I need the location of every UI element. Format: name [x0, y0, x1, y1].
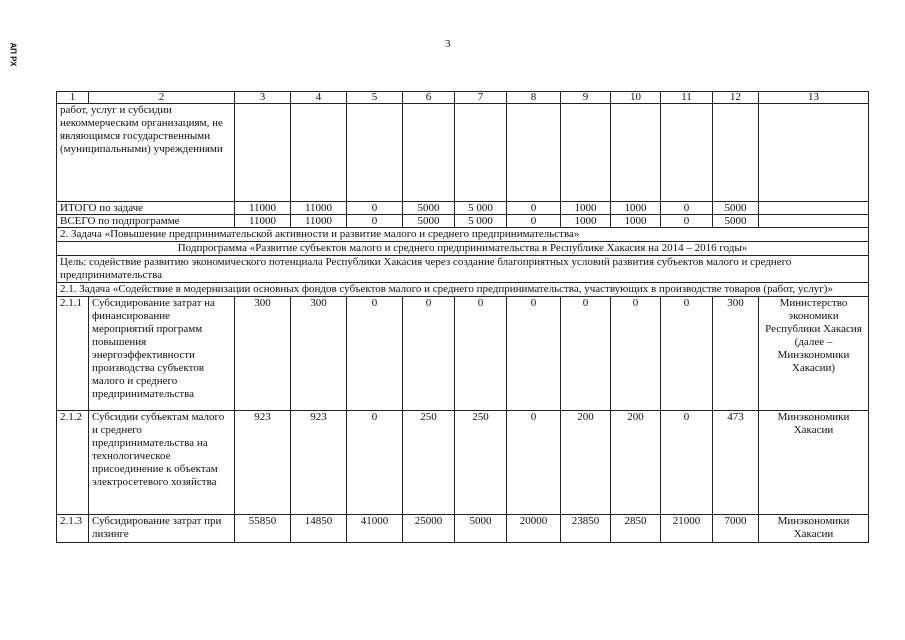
table-cell: 2850 [611, 515, 661, 543]
task-2-heading: 2. Задача «Повышение предпринимательской активности и развитие малого и среднего предпринимательства» [57, 228, 869, 242]
table-cell: 0 [347, 297, 403, 411]
table-cell: 5000 [403, 215, 455, 228]
table-cell: 300 [291, 297, 347, 411]
table-row [57, 515, 869, 543]
col-header: 7 [455, 92, 507, 104]
table-cell: 300 [235, 297, 291, 411]
table-cell: 200 [611, 411, 661, 515]
table-row [57, 411, 869, 515]
row-code: 2.1.1 [57, 297, 89, 411]
table-cell: 0 [661, 297, 713, 411]
table-cell: 0 [507, 202, 561, 215]
budget-table [56, 91, 869, 543]
col-header: 6 [403, 92, 455, 104]
table-cell: 11000 [291, 202, 347, 215]
continued-row [57, 104, 869, 202]
total-task-label: ИТОГО по задаче [57, 202, 235, 215]
table-cell: 473 [713, 411, 759, 515]
table-cell: 11000 [291, 215, 347, 228]
table-cell: 300 [713, 297, 759, 411]
table-cell: 41000 [347, 515, 403, 543]
table-cell: 0 [661, 411, 713, 515]
responsible-cell: Министерство экономики Республики Хакасия (далее – Минэкономики Хакасии) [759, 297, 869, 411]
total-subprogram-row [57, 215, 869, 228]
row-code: 2.1.3 [57, 515, 89, 543]
table-cell: 0 [347, 215, 403, 228]
responsible-cell: Минэкономики Хакасии [759, 411, 869, 515]
table-cell: 1000 [561, 202, 611, 215]
table-cell: 11000 [235, 202, 291, 215]
table-cell: 5000 [455, 515, 507, 543]
col-header: 3 [235, 92, 291, 104]
subprogram-row [57, 242, 869, 256]
responsible-cell: Минэкономики Хакасии [759, 515, 869, 543]
col-header: 11 [661, 92, 713, 104]
table-cell: 0 [455, 297, 507, 411]
table-cell: 21000 [661, 515, 713, 543]
table-cell: 0 [611, 297, 661, 411]
table-cell: 11000 [235, 215, 291, 228]
table-cell: 923 [235, 411, 291, 515]
table-cell: 0 [507, 215, 561, 228]
col-header: 13 [759, 92, 869, 104]
continued-row-name: работ, услуг и субсидии некоммерческим организациям, не являющимся государственными (муниципальными) учреждениями [57, 104, 235, 202]
col-header: 9 [561, 92, 611, 104]
col-header: 8 [507, 92, 561, 104]
table-cell: 250 [455, 411, 507, 515]
col-header: 5 [347, 92, 403, 104]
table-cell: 5000 [713, 202, 759, 215]
goal-text: Цель: содействие развитию экономического потенциала Республики Хакасия через создание благоприятных условий развития субъектов малого и среднего предпринимательства [57, 256, 869, 283]
task-21-heading: 2.1. Задача «Содействие в модернизации основных фондов субъектов малого и среднего предпринимательства, участвующих в производстве товаров (работ, услуг)» [57, 283, 869, 297]
table-cell: 55850 [235, 515, 291, 543]
table-cell: 23850 [561, 515, 611, 543]
table-cell: 25000 [403, 515, 455, 543]
col-header: 12 [713, 92, 759, 104]
row-code: 2.1.2 [57, 411, 89, 515]
row-name: Субсидирование затрат при лизинге [89, 515, 235, 543]
table-cell: 5 000 [455, 202, 507, 215]
table-cell: 0 [347, 202, 403, 215]
subprogram-heading: Подпрограмма «Развитие субъектов малого и среднего предпринимательства в Республике Хакасия на 2014 – 2016 годы» [57, 242, 869, 256]
goal-row [57, 256, 869, 283]
col-header: 2 [89, 92, 235, 104]
table-cell: 5000 [713, 215, 759, 228]
table-cell: 250 [403, 411, 455, 515]
table-cell: 5 000 [455, 215, 507, 228]
table-cell: 1000 [611, 202, 661, 215]
table-cell: 0 [507, 297, 561, 411]
column-numbers-row [57, 92, 869, 104]
col-header: 4 [291, 92, 347, 104]
table-cell: 7000 [713, 515, 759, 543]
task-2-row [57, 228, 869, 242]
total-task-row [57, 202, 869, 215]
col-header: 10 [611, 92, 661, 104]
side-margin-mark: АП РХ [8, 42, 18, 67]
table-cell: 200 [561, 411, 611, 515]
table-cell: 1000 [561, 215, 611, 228]
table-cell: 0 [507, 411, 561, 515]
table-row [57, 297, 869, 411]
table-cell: 14850 [291, 515, 347, 543]
table-cell: 0 [561, 297, 611, 411]
table-cell: 0 [347, 411, 403, 515]
task-21-row [57, 283, 869, 297]
page-number: 3 [445, 38, 451, 50]
col-header: 1 [57, 92, 89, 104]
row-name: Субсидирование затрат на финансирование мероприятий программ повышения энергоэффективности производства субъектов малого и среднего предпринимательства [89, 297, 235, 411]
table-cell: 0 [661, 215, 713, 228]
table-cell: 923 [291, 411, 347, 515]
table-cell: 1000 [611, 215, 661, 228]
table-cell: 0 [403, 297, 455, 411]
table-cell: 20000 [507, 515, 561, 543]
total-subprogram-label: ВСЕГО по подпрограмме [57, 215, 235, 228]
table-cell: 5000 [403, 202, 455, 215]
row-name: Субсидии субъектам малого и среднего предпринимательства на технологическое присоединение к объектам электросетевого хозяйства [89, 411, 235, 515]
table-cell: 0 [661, 202, 713, 215]
